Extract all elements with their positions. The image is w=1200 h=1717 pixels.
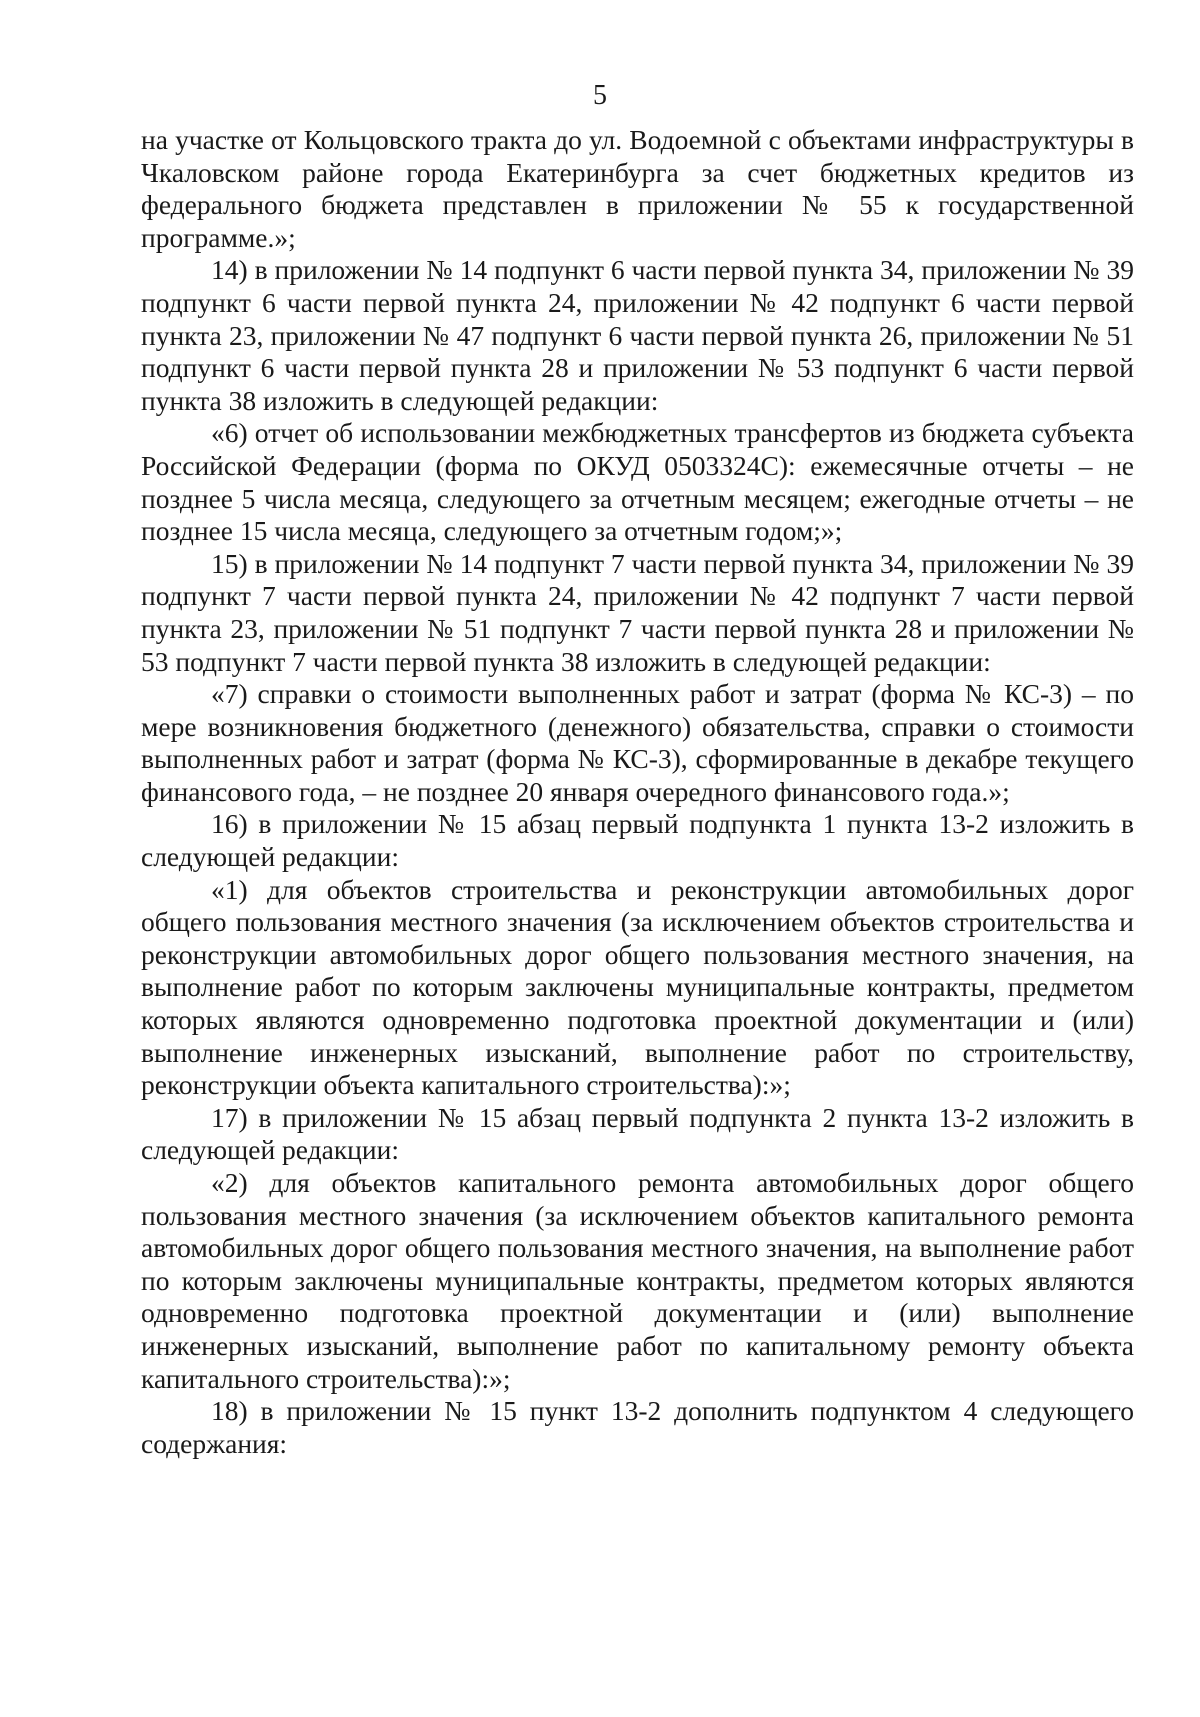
paragraph-continuation: на участке от Кольцовского тракта до ул. Водоемной с объектами инфраструктуры в Чкаловском районе города Екатеринбурга за счет бюджетных кредитов из федерального бюджета представлен в приложении № 55 к государственной программе.»;: [141, 124, 1134, 253]
document-body: [141, 124, 1134, 1460]
paragraph-quote-6: «6) отчет об использовании межбюджетных трансфертов из бюджета субъекта Российской Федерации (форма по ОКУД 0503324С): ежемесячные отчеты – не позднее 5 числа месяца, следующего за отчетным месяцем; ежегодные отчеты – не позднее 15 числа месяца, следующего за отчетным годом;»;: [141, 417, 1134, 547]
paragraph-item-18: 18) в приложении № 15 пункт 13-2 дополнить подпунктом 4 следующего содержания:: [141, 1395, 1134, 1459]
paragraph-item-16: 16) в приложении № 15 абзац первый подпункта 1 пункта 13-2 изложить в следующей редакции:: [141, 808, 1134, 873]
page-number: 5: [593, 80, 607, 111]
paragraph-item-15: 15) в приложении № 14 подпункт 7 части первой пункта 34, приложении № 39 подпункт 7 части первой пункта 24, приложении № 42 подпункт 7 части первой пункта 23, приложении № 51 подпункт 7 части первой пункта 28 и приложении № 53 подпункт 7 части первой пункта 38 изложить в следующей редакции:: [141, 547, 1134, 677]
paragraph-quote-1: «1) для объектов строительства и реконструкции автомобильных дорог общего пользования местного значения (за исключением объектов строительства и реконструкции автомобильных дорог общего пользования местного значения, на выполнение работ по которым заключены муниципальные контракты, предметом которых являются одновременно подготовка проектной документации и (или) выполнение инженерных изысканий, выполнение работ по строительству, реконструкции объекта капитального строительства):»;: [141, 873, 1134, 1101]
paragraph-quote-2: «2) для объектов капитального ремонта автомобильных дорог общего пользования местного значения (за исключением объектов капитального ремонта автомобильных дорог общего пользования местного значения, на выполнение работ по которым заключены муниципальные контракты, предметом которых являются одновременно подготовка проектной документации и (или) выполнение инженерных изысканий, выполнение работ по капитальному ремонту объекта капитального строительства):»;: [141, 1167, 1134, 1394]
paragraph-quote-7: «7) справки о стоимости выполненных работ и затрат (форма № КС-3) – по мере возникновения бюджетного (денежного) обязательства, справки о стоимости выполненных работ и затрат (форма № КС-3), сформированные в декабре текущего финансового года, – не позднее 20 января очередного финансового года.»;: [141, 678, 1134, 807]
paragraph-item-17: 17) в приложении № 15 абзац первый подпункта 2 пункта 13-2 изложить в следующей редакции:: [141, 1101, 1134, 1166]
paragraph-item-14: 14) в приложении № 14 подпункт 6 части первой пункта 34, приложении № 39 подпункт 6 части первой пункта 24, приложении № 42 подпункт 6 части первой пункта 23, приложении № 47 подпункт 6 части первой пункта 26, приложении № 51 подпункт 6 части первой пункта 28 и приложении № 53 подпункт 6 части первой пункта 38 изложить в следующей редакции:: [141, 254, 1134, 416]
